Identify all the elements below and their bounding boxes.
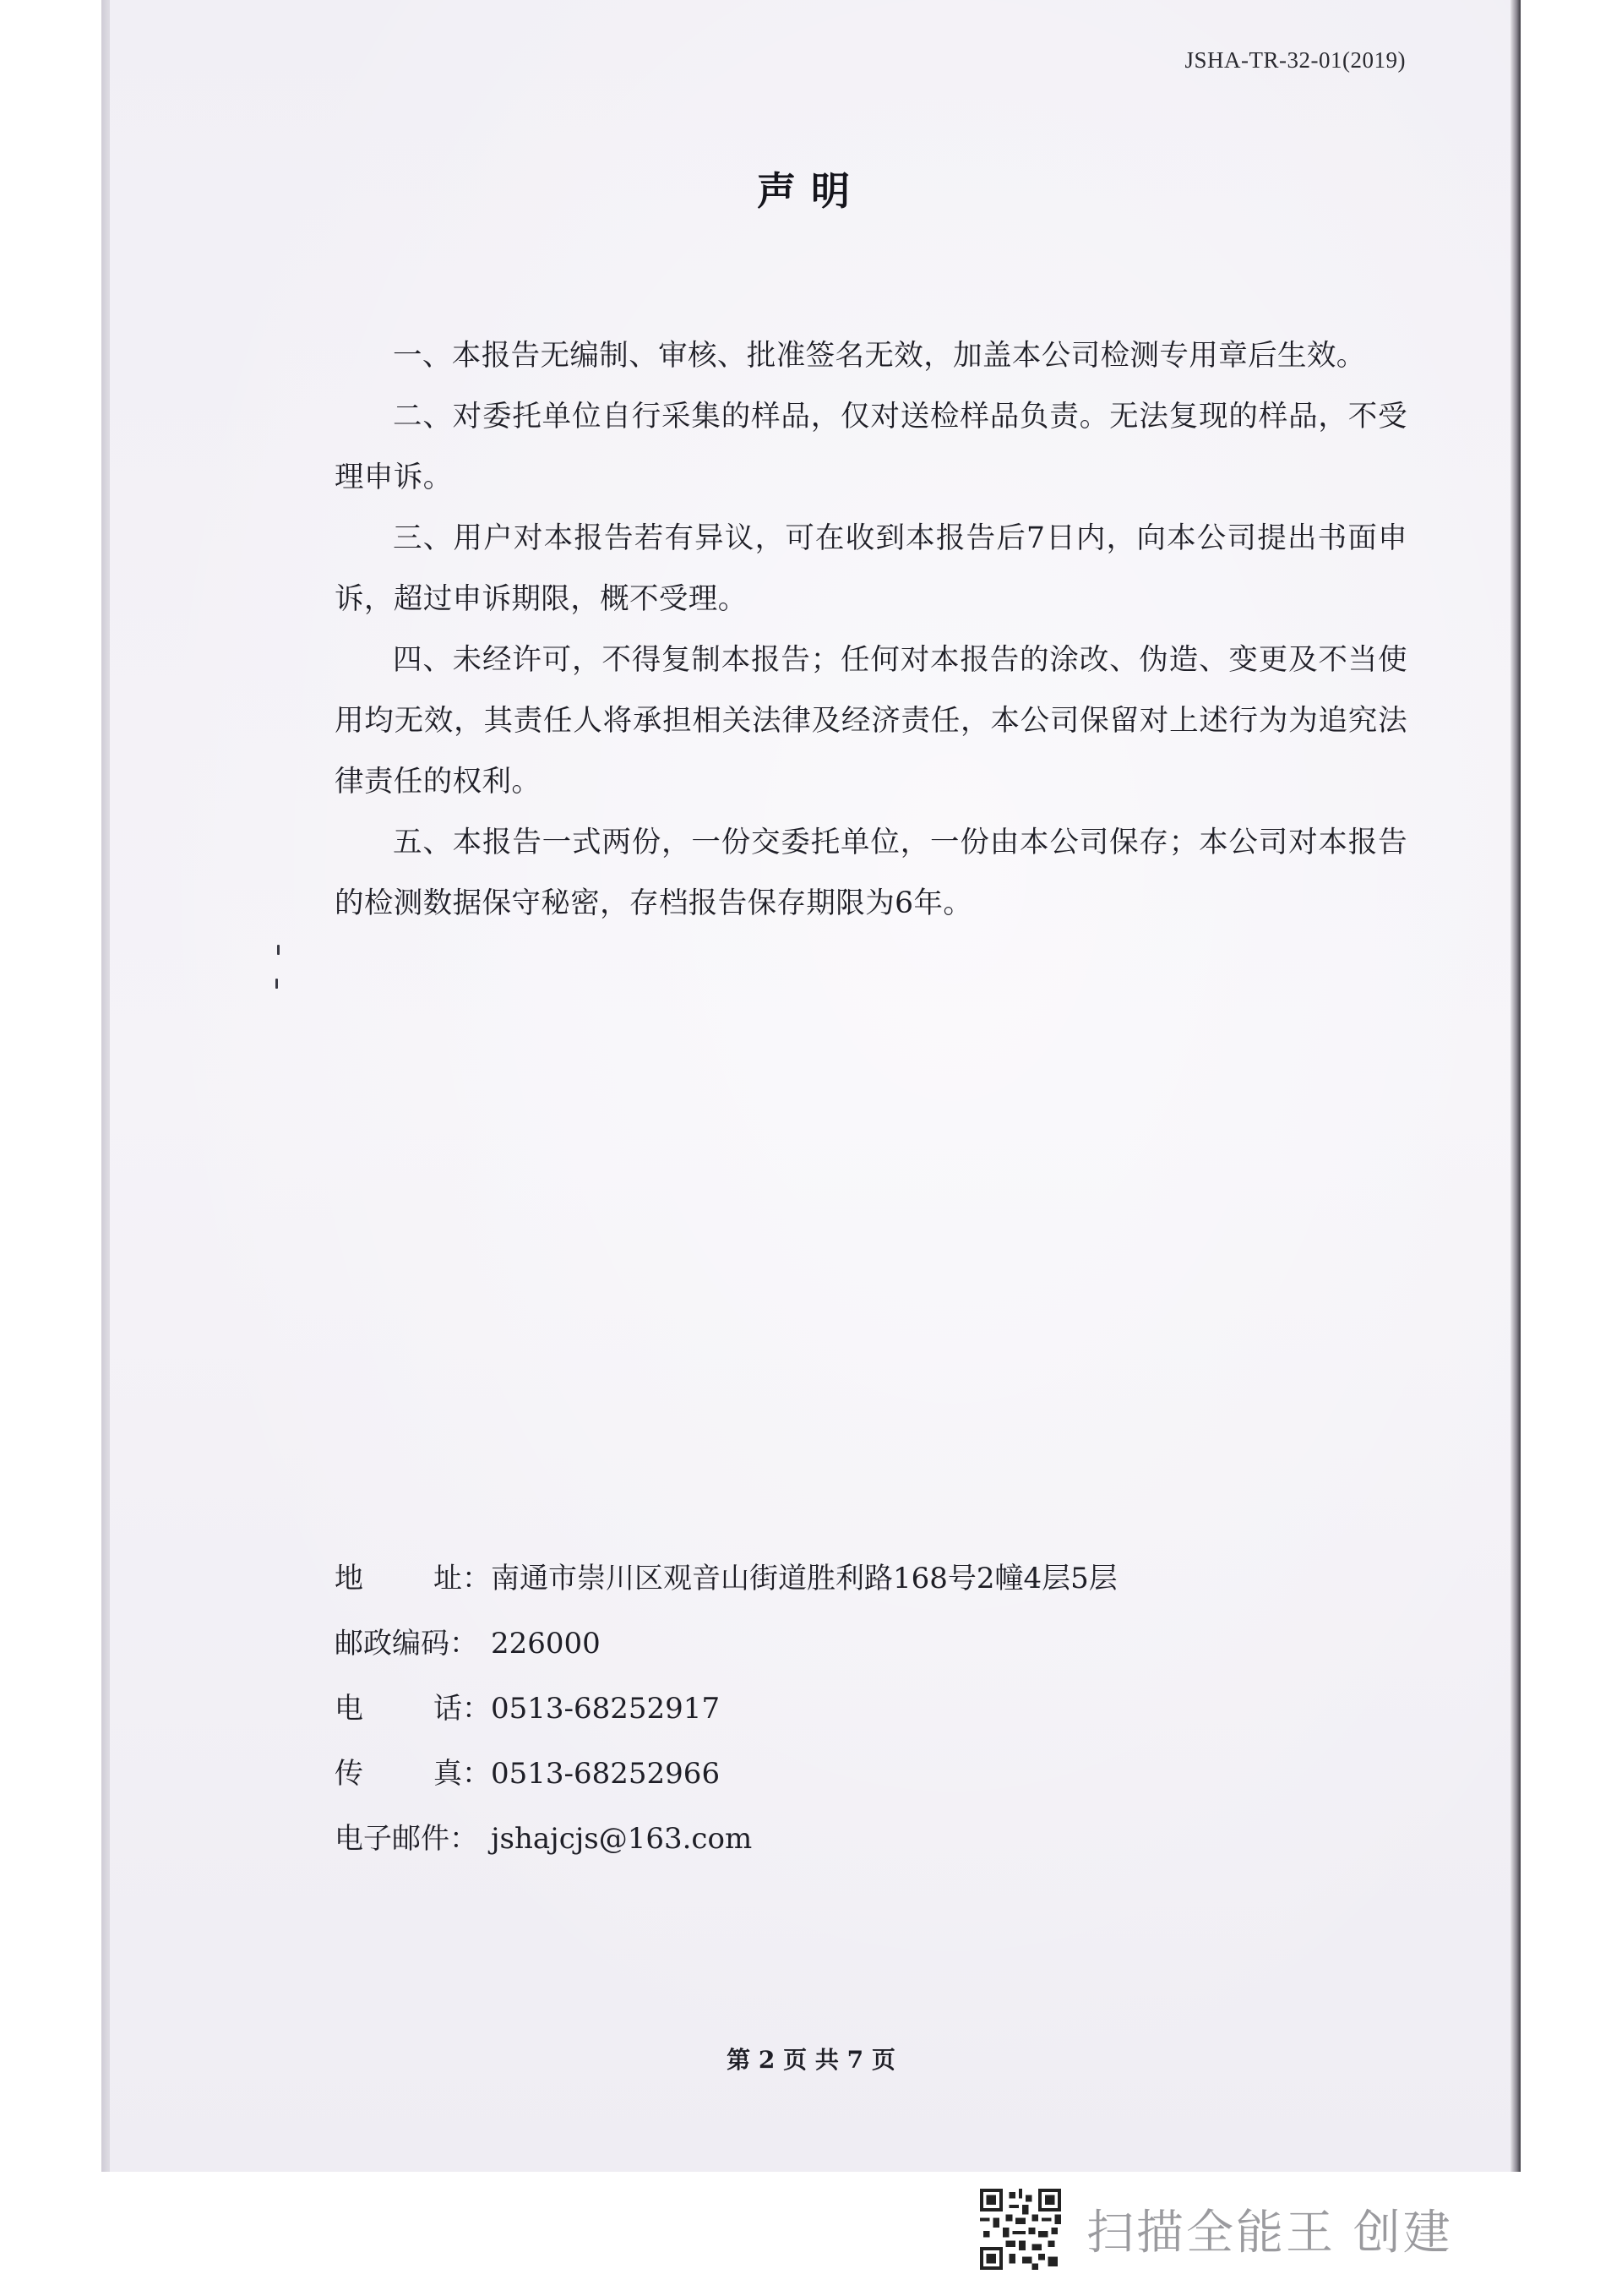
contact-address-row — [335, 1546, 1433, 1612]
email-label: 电子邮件： — [335, 1822, 478, 1856]
clause-2: 二、对委托单位自行采集的样品，仅对送检样品负责。无法复现的样品，不受理申诉。 — [335, 400, 1407, 494]
phone-label: 电 话： — [335, 1692, 491, 1726]
page-title: 声明 — [757, 168, 865, 214]
contact-phone-row — [335, 1677, 1433, 1742]
clause-1: 一、本报告无编制、审核、批准签名无效，加盖本公司检测专用章后生效。 — [393, 339, 1366, 373]
paper-right-edge — [1510, 0, 1521, 2172]
email-value: jshajcjs@163.com — [491, 1822, 753, 1856]
clause-5: 五、本报告一式两份，一份交委托单位，一份由本公司保存；本公司对本报告的检测数据保守秘密，存档报告保存期限为6年。 — [335, 826, 1407, 920]
contact-info — [335, 1546, 1433, 1872]
contact-email-row — [335, 1807, 1433, 1872]
watermark-text: 扫描全能王 创建 — [1086, 2206, 1453, 2261]
contact-postcode-row — [335, 1612, 1433, 1677]
scanner-watermark — [980, 2187, 1453, 2271]
address-label: 地 址： — [335, 1562, 491, 1595]
declaration-clauses — [335, 325, 1407, 934]
qr-code-icon — [980, 2189, 1061, 2270]
postcode-label: 邮政编码： — [335, 1627, 478, 1661]
scan-speck — [275, 979, 278, 989]
document-code: JSHA-TR-32-01(2019) — [1184, 47, 1406, 73]
postcode-value: 226000 — [491, 1627, 601, 1661]
page-number: 第 2 页 共 7 页 — [727, 2046, 895, 2074]
scan-speck — [277, 945, 280, 955]
contact-fax-row — [335, 1742, 1433, 1807]
address-value: 南通市崇川区观音山街道胜利路168号2幢4层5层 — [491, 1562, 1118, 1595]
fax-label: 传 真： — [335, 1757, 491, 1791]
phone-value: 0513-68252917 — [491, 1692, 721, 1726]
clause-3: 三、用户对本报告若有异议，可在收到本报告后7日内，向本公司提出书面申诉，超过申诉期限，概不受理。 — [335, 521, 1407, 616]
clause-4: 四、未经许可，不得复制本报告；任何对本报告的涂改、伪造、变更及不当使用均无效，其责任人将承担相关法律及经济责任，本公司保留对上述行为为追究法律责任的权利。 — [335, 643, 1407, 799]
fax-value: 0513-68252966 — [491, 1757, 721, 1791]
